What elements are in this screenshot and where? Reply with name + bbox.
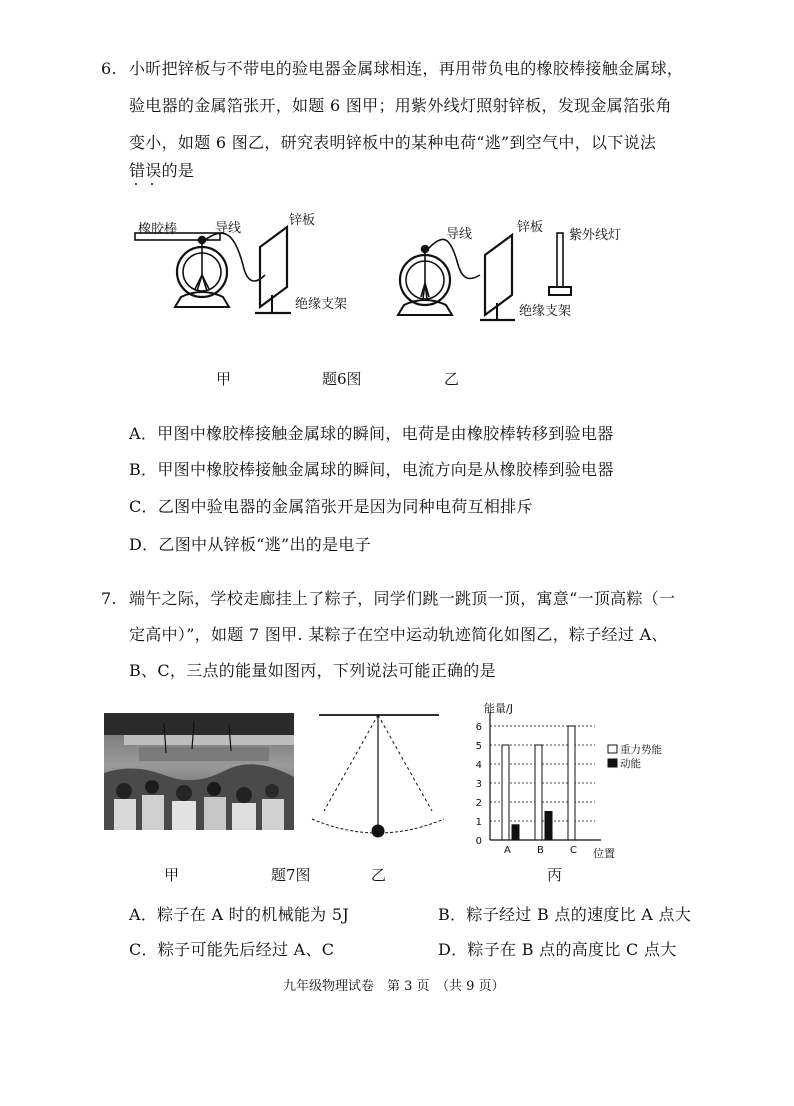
label-wire-yi: 导线 bbox=[446, 227, 473, 242]
caption-jia: 甲 bbox=[216, 370, 232, 388]
caption-fig7: 题7图 bbox=[271, 866, 311, 884]
legend-label: 动能 bbox=[620, 758, 641, 770]
y-tick-label: 0 bbox=[475, 836, 482, 847]
x-tick-label: C bbox=[570, 845, 577, 856]
q7-option-b: B．粽子经过 B 点的速度比 A 点大 bbox=[438, 905, 692, 924]
label-stand-jia: 绝缘支架 bbox=[295, 297, 348, 312]
page-footer: 九年级物理试卷 第 3 页 （共 9 页） bbox=[283, 979, 505, 994]
bar-potential-energy bbox=[502, 745, 509, 840]
zongzi-ball bbox=[372, 825, 385, 838]
emphasis-dot bbox=[151, 183, 153, 185]
y-tick-label: 5 bbox=[475, 741, 482, 752]
q7-line-3: B、C，三点的能量如图丙，下列说法可能正确的是 bbox=[129, 661, 496, 680]
label-zinc-plate-yi: 锌板 bbox=[517, 220, 544, 235]
x-tick-label: A bbox=[504, 845, 511, 856]
legend-label: 重力势能 bbox=[620, 744, 662, 756]
bar-kinetic-energy bbox=[545, 812, 552, 841]
string-right-dashed bbox=[378, 715, 432, 811]
q6-line-4: 错误的是 bbox=[129, 161, 195, 180]
caption-fig6: 题6图 bbox=[322, 370, 362, 388]
bar-potential-energy bbox=[568, 726, 575, 840]
label-zinc-plate-jia: 锌板 bbox=[289, 213, 316, 228]
energy-bar-chart bbox=[452, 700, 682, 860]
label-stand-yi: 绝缘支架 bbox=[519, 304, 572, 319]
q6-option-b: B．甲图中橡胶棒接触金属球的瞬间，电流方向是从橡胶棒到验电器 bbox=[129, 460, 614, 479]
q6-line-3: 变小，如题 6 图乙，研究表明锌板中的某种电荷“逃”到空气中，以下说法 bbox=[129, 133, 657, 152]
y-tick-label: 2 bbox=[475, 798, 482, 809]
chart-xlabel: 位置 bbox=[593, 847, 615, 860]
y-tick-label: 4 bbox=[475, 760, 482, 771]
electroscope-jia bbox=[135, 227, 291, 313]
bar-kinetic-energy bbox=[512, 825, 519, 840]
q7-option-c: C．粽子可能先后经过 A、C bbox=[129, 940, 335, 959]
legend-swatch-kinetic bbox=[608, 759, 617, 767]
chart-ylabel: 能量/J bbox=[484, 702, 513, 715]
q6-figure bbox=[125, 205, 685, 335]
y-tick-label: 1 bbox=[475, 817, 482, 828]
q7-line-1: 端午之际，学校走廊挂上了粽子，同学们跳一跳顶一顶，寓意“一顶高粽（一 bbox=[129, 589, 676, 608]
string-left-dashed bbox=[324, 715, 378, 811]
students-photo bbox=[104, 713, 294, 830]
q7-line-2: 定高中）”，如题 7 图甲. 某粽子在空中运动轨迹简化如图乙，粽子经过 A、 bbox=[129, 625, 668, 644]
q6-option-c: C．乙图中验电器的金属箔张开是因为同种电荷互相排斥 bbox=[129, 497, 533, 516]
caption-q7-jia: 甲 bbox=[164, 866, 180, 884]
q7-number: 7. bbox=[101, 589, 117, 608]
q6-line-1: 小昕把锌板与不带电的验电器金属球相连，再用带负电的橡胶棒接触金属球， bbox=[129, 59, 684, 78]
caption-q7-bing: 丙 bbox=[547, 866, 563, 884]
q6-line-2: 验电器的金属箔张开，如题 6 图甲；用紫外线灯照射锌板，发现金属箔张角 bbox=[129, 96, 672, 115]
q7-option-a: A．粽子在 A 时的机械能为 5J bbox=[129, 905, 350, 924]
caption-q7-yi: 乙 bbox=[371, 866, 387, 884]
label-rubber-rod: 橡胶棒 bbox=[138, 222, 178, 237]
bar-potential-energy bbox=[535, 745, 542, 840]
q6-option-d: D．乙图中从锌板“逃”出的是电子 bbox=[129, 535, 371, 554]
x-tick-label: B bbox=[537, 845, 544, 856]
q7-option-d: D．粽子在 B 点的高度比 C 点大 bbox=[438, 940, 677, 959]
q6-option-a: A．甲图中橡胶棒接触金属球的瞬间，电荷是由橡胶棒转移到验电器 bbox=[129, 424, 614, 443]
legend-swatch-potential bbox=[608, 745, 617, 753]
label-wire-jia: 导线 bbox=[215, 221, 242, 236]
emphasis-dot bbox=[135, 183, 137, 185]
y-tick-label: 6 bbox=[475, 722, 482, 733]
q6-number: 6. bbox=[101, 59, 117, 78]
y-tick-label: 3 bbox=[475, 779, 482, 790]
trajectory-figure bbox=[304, 705, 454, 840]
caption-yi: 乙 bbox=[444, 370, 460, 388]
label-uv-lamp: 紫外线灯 bbox=[569, 228, 622, 243]
